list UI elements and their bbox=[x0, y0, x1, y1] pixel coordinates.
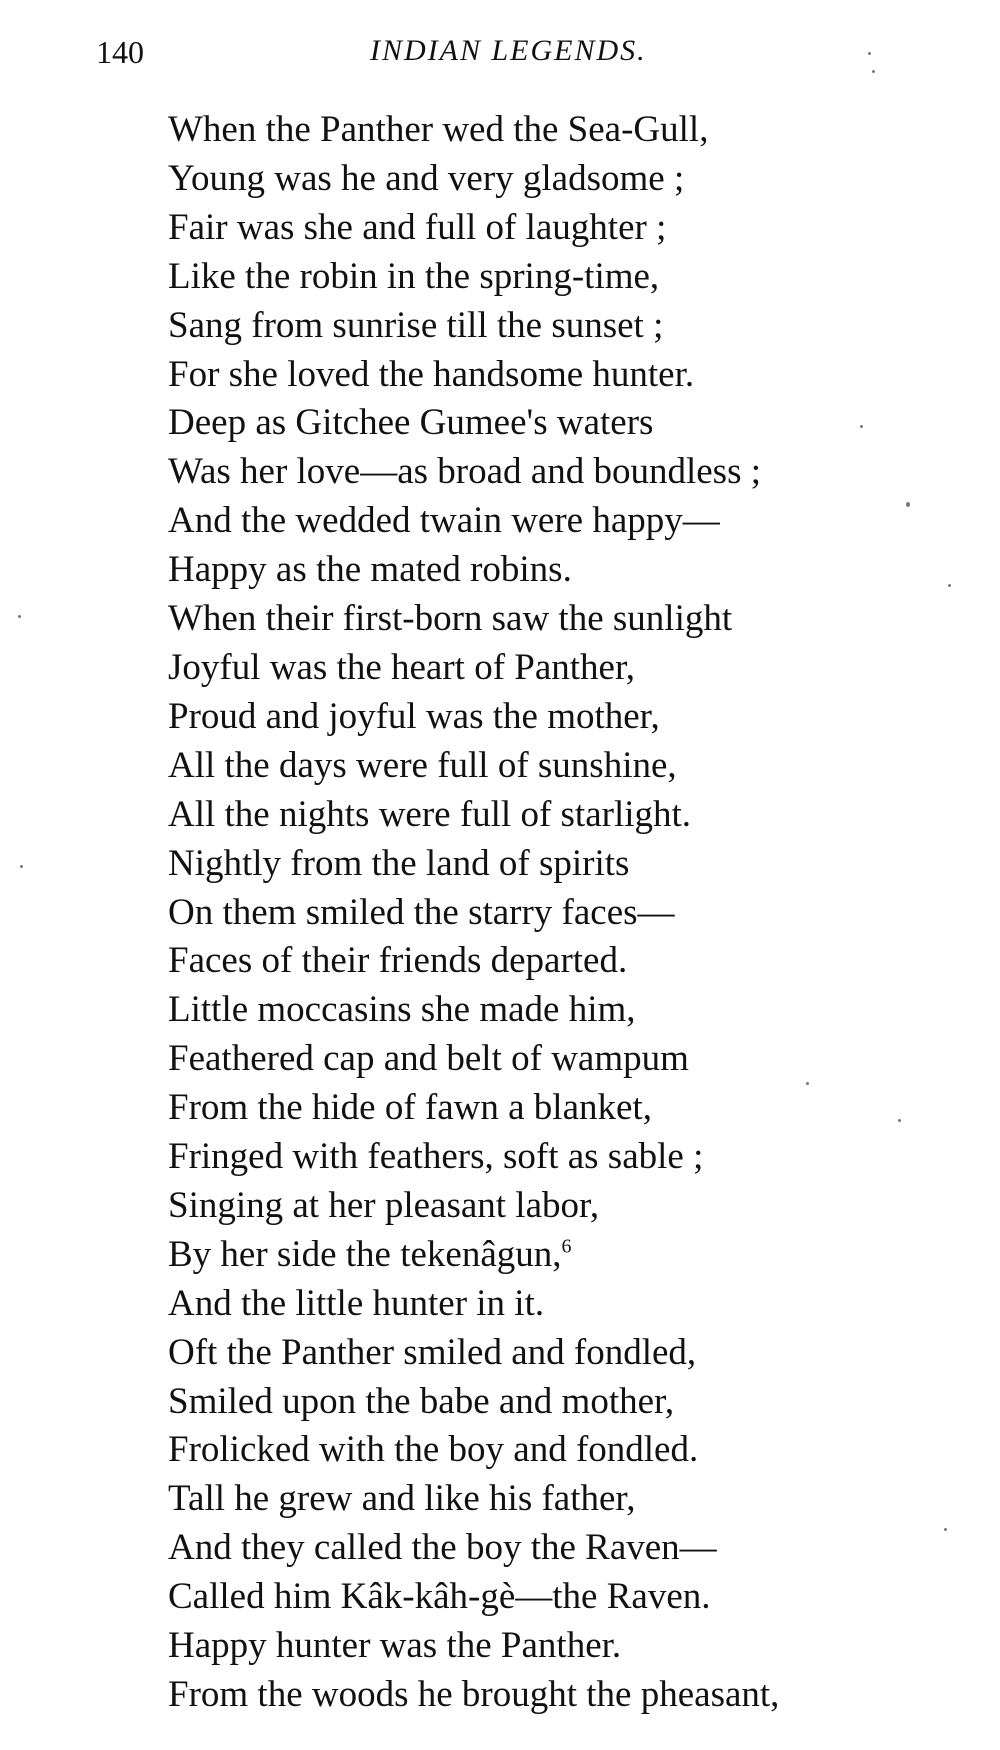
poem-line: When their first-born saw the sunlight bbox=[168, 598, 733, 640]
poem-line: Sang from sunrise till the sunset ; bbox=[168, 304, 664, 346]
poem-line: Singing at her pleasant labor, bbox=[168, 1184, 600, 1226]
poem-line: Frolicked with the boy and fondled. bbox=[168, 1429, 699, 1471]
poem-line: Was her love—as broad and boundless ; bbox=[168, 451, 761, 493]
poem-line: Feathered cap and belt of wampum bbox=[168, 1038, 689, 1080]
poem-line: Deep as Gitchee Gumee's waters bbox=[168, 402, 654, 444]
poem-line-text: By her side the tekenâgun, bbox=[168, 1233, 562, 1275]
poem-line: On them smiled the starry faces— bbox=[168, 891, 675, 933]
scan-speck bbox=[20, 865, 23, 868]
poem-line: Happy as the mated robins. bbox=[168, 549, 572, 591]
poem-line: Like the robin in the spring-time, bbox=[168, 255, 660, 297]
poem-line: For she loved the handsome hunter. bbox=[168, 353, 695, 395]
poem-line: Little moccasins she made him, bbox=[168, 989, 636, 1031]
poem-line: And the little hunter in it. bbox=[168, 1282, 545, 1324]
poem-line: Nightly from the land of spirits bbox=[168, 842, 630, 884]
poem-line: Faces of their friends departed. bbox=[168, 940, 628, 982]
scan-speck bbox=[860, 425, 863, 428]
poem-line: Proud and joyful was the mother, bbox=[168, 695, 660, 737]
scan-speck bbox=[872, 70, 875, 73]
scan-speck bbox=[906, 502, 910, 507]
scan-speck bbox=[806, 1082, 809, 1085]
poem-text bbox=[168, 106, 968, 1720]
page-number: 140 bbox=[96, 34, 144, 70]
book-title: INDIAN LEGENDS. bbox=[370, 34, 647, 67]
poem-line: Smiled upon the babe and mother, bbox=[168, 1380, 675, 1422]
running-head bbox=[0, 34, 1000, 74]
poem-line: From the woods he brought the pheasant, bbox=[168, 1674, 780, 1715]
poem-line: Fringed with feathers, soft as sable ; bbox=[168, 1136, 704, 1178]
scan-speck bbox=[898, 1119, 901, 1122]
poem-line-with-footnote bbox=[168, 1231, 968, 1280]
poem-line: Oft the Panther smiled and fondled, bbox=[168, 1331, 697, 1373]
scan-speck bbox=[868, 52, 871, 55]
poem-line: Joyful was the heart of Panther, bbox=[168, 646, 636, 688]
poem-line: And the wedded twain were happy— bbox=[168, 500, 720, 542]
scan-speck bbox=[948, 584, 951, 587]
poem-line: Tall he grew and like his father, bbox=[168, 1478, 636, 1520]
poem-line: All the days were full of sunshine, bbox=[168, 744, 677, 786]
poem-line: From the hide of fawn a blanket, bbox=[168, 1087, 652, 1129]
poem-line: Young was he and very gladsome ; bbox=[168, 157, 685, 199]
scan-speck bbox=[944, 1528, 947, 1531]
poem-line: When the Panther wed the Sea-Gull, bbox=[168, 109, 709, 150]
poem-line: All the nights were full of starlight. bbox=[168, 793, 692, 835]
poem-line: And they called the boy the Raven— bbox=[168, 1527, 717, 1569]
poem-line: Fair was she and full of laughter ; bbox=[168, 206, 667, 248]
poem-line: Happy hunter was the Panther. bbox=[168, 1625, 622, 1667]
poem-line: Called him Kâk-kâh-gè—the Raven. bbox=[168, 1576, 711, 1618]
footnote-marker: 6 bbox=[561, 1235, 572, 1258]
scan-speck bbox=[18, 615, 21, 618]
